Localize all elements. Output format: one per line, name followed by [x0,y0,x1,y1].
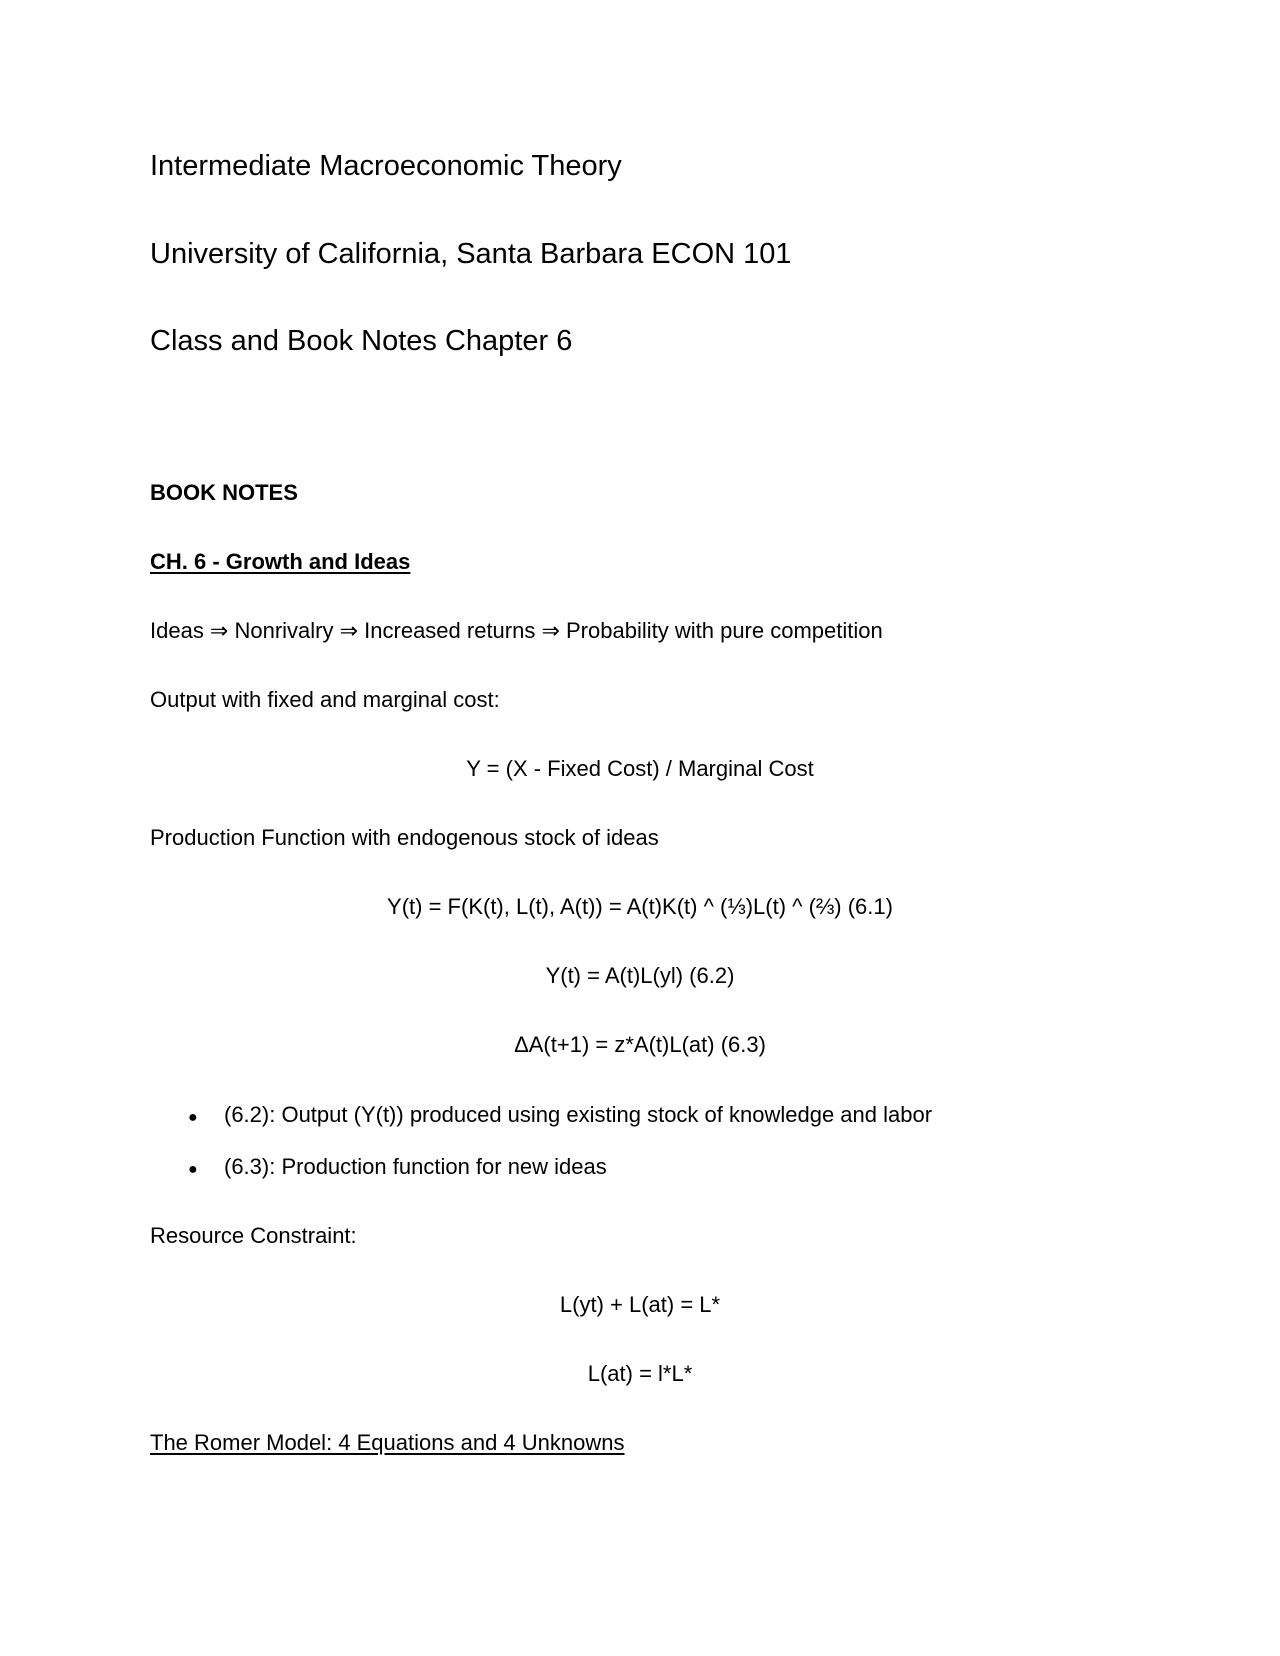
list-item: (6.2): Output (Y(t)) produced using existing stock of knowledge and labor [224,1102,933,1127]
equation-6-1: Y(t) = F(K(t), L(t), A(t)) = A(t)K(t) ^ (⅓)L(t) ^ (⅔) (6.1) [387,894,893,919]
production-function-label: Production Function with endogenous stock of ideas [150,825,659,850]
romer-model-heading: The Romer Model: 4 Equations and 4 Unknowns [150,1430,625,1455]
chapter-heading: CH. 6 - Growth and Ideas [150,549,411,574]
equation-6-2: Y(t) = A(t)L(yl) (6.2) [545,963,735,988]
equation-6-3: ΔA(t+1) = z*A(t)L(at) (6.3) [514,1032,766,1057]
ideas-chain-text: Ideas ⇒ Nonrivalry ⇒ Increased returns ⇒ Probability with pure competition [150,618,883,643]
equation-resource-constraint: L(yt) + L(at) = L* [559,1292,721,1317]
document-title: Intermediate Macroeconomic Theory [150,150,622,182]
document-subtitle-university: University of California, Santa Barbara ECON 101 [150,238,792,270]
list-item: (6.3): Production function for new ideas [224,1154,607,1179]
bullet-dot-icon: ● [188,1161,198,1178]
bullet-dot-icon: ● [188,1109,198,1126]
equation-labor-share: L(at) = l*L* [587,1361,693,1386]
document-subtitle-chapter: Class and Book Notes Chapter 6 [150,325,573,357]
section-heading-book-notes: BOOK NOTES [150,480,298,505]
output-label: Output with fixed and marginal cost: [150,687,500,712]
resource-constraint-label: Resource Constraint: [150,1223,357,1248]
equation-output: Y = (X - Fixed Cost) / Marginal Cost [466,756,814,781]
